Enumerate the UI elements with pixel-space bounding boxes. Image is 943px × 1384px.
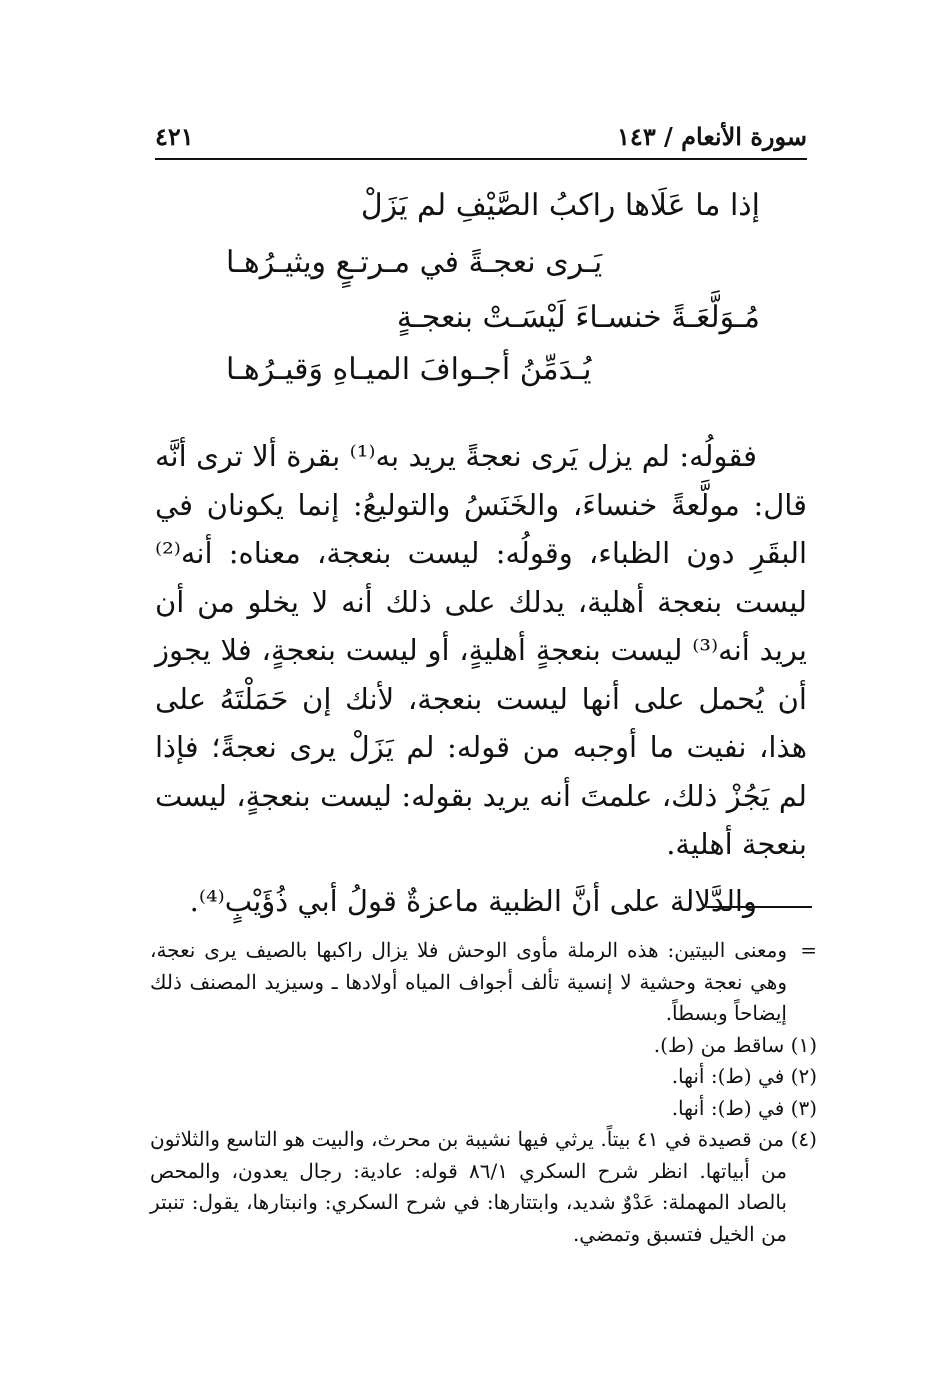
page-number: ٤٢١ — [155, 122, 194, 151]
footnote-separator — [706, 906, 812, 908]
header-title: سورة الأنعام / ١٤٣ — [617, 122, 807, 151]
footnote-continuation — [150, 935, 817, 1030]
footnote-4: (٤) من قصيدة في ٤١ بيتاً. يرثي فيها نشيبة بن محرث، والبيت هو التاسع والثلاثون من أبياتها. انظر شرح السكري ٨٦/١ قوله: عادية: رجال يعدون، والمحص بالصاد المهملة: عَدْوٌ شديد، وابتتارها: في شرح السكري: وانبتارها، يقول: تنبتر من الخيل فتسبق وتمضي. — [150, 1127, 817, 1246]
main-text — [155, 432, 807, 925]
paragraph-1: فقولُه: لم يزل يَرى نعجةً يريد به⁽¹⁾ بقرة ألا ترى أنَّه قال: مولَّعةً خنساءَ، والخَنَسُ والتوليعُ: إنما يكونان في البقَرِ دون الظباء، وقولُه: ليست بنعجة، معناه: أنه⁽²⁾ ليست بنعجة أهلية، يدلك على ذلك أنه لا يخلو من أن يريد أنه⁽³⁾ ليست بنعجةٍ أهليةٍ، أو ليست بنعجةٍ، فلا يجوز أن يُحمل على أنها ليست بنعجة، لأنك إن حَمَلْتَهُ على هذا، نفيت ما أوجبه من قوله: لم يَزَلْ يرى نعجةً؛ فإذا لم يَجُزْ ذلك، علمتَ أنه يريد بقوله: ليست بنعجةٍ، ليست بنعجة أهلية. — [155, 439, 807, 861]
footnotes — [150, 935, 817, 1250]
poem-verse-4: يُـدَمِّنُ أجـوافَ الميـاهِ وَقيـرُهـا — [226, 352, 592, 387]
footnote-2: (٢) في (ط): أنها. — [671, 1064, 817, 1088]
footnote-1: (١) ساقط من (ط). — [653, 1032, 817, 1057]
footnote-3: (٣) في (ط): أنها. — [671, 1095, 817, 1120]
continuation-text: ومعنى البيتين: هذه الرملة مأوى الوحش فلا يزال راكبها بالصيف يرى نعجة، وهي نعجة وحشية لا إنسية تألف أجواف المياه أولادها ـ وسيزيد المصنف ذلك إيضاحاً وبسطاً. — [150, 938, 787, 1025]
poem-verse-2: يَـرى نعجـةً في مـرتـعٍ ويثيـرُهـا — [226, 245, 603, 280]
poem-verse-3: مُـوَلَّعَـةً خنسـاءَ لَيْسَـتْ بنعجـةٍ — [396, 300, 760, 335]
continuation-marker: = — [800, 938, 817, 962]
paragraph-2: والدَّلالة على أنَّ الظبية ماعزةٌ قولُ أبي ذُؤَيْبٍ⁽⁴⁾. — [189, 883, 757, 918]
running-header — [155, 118, 807, 160]
poem-verse-1: إذا ما عَلَاها راكبُ الصَّيْفِ لم يَزَلْ — [360, 188, 760, 223]
